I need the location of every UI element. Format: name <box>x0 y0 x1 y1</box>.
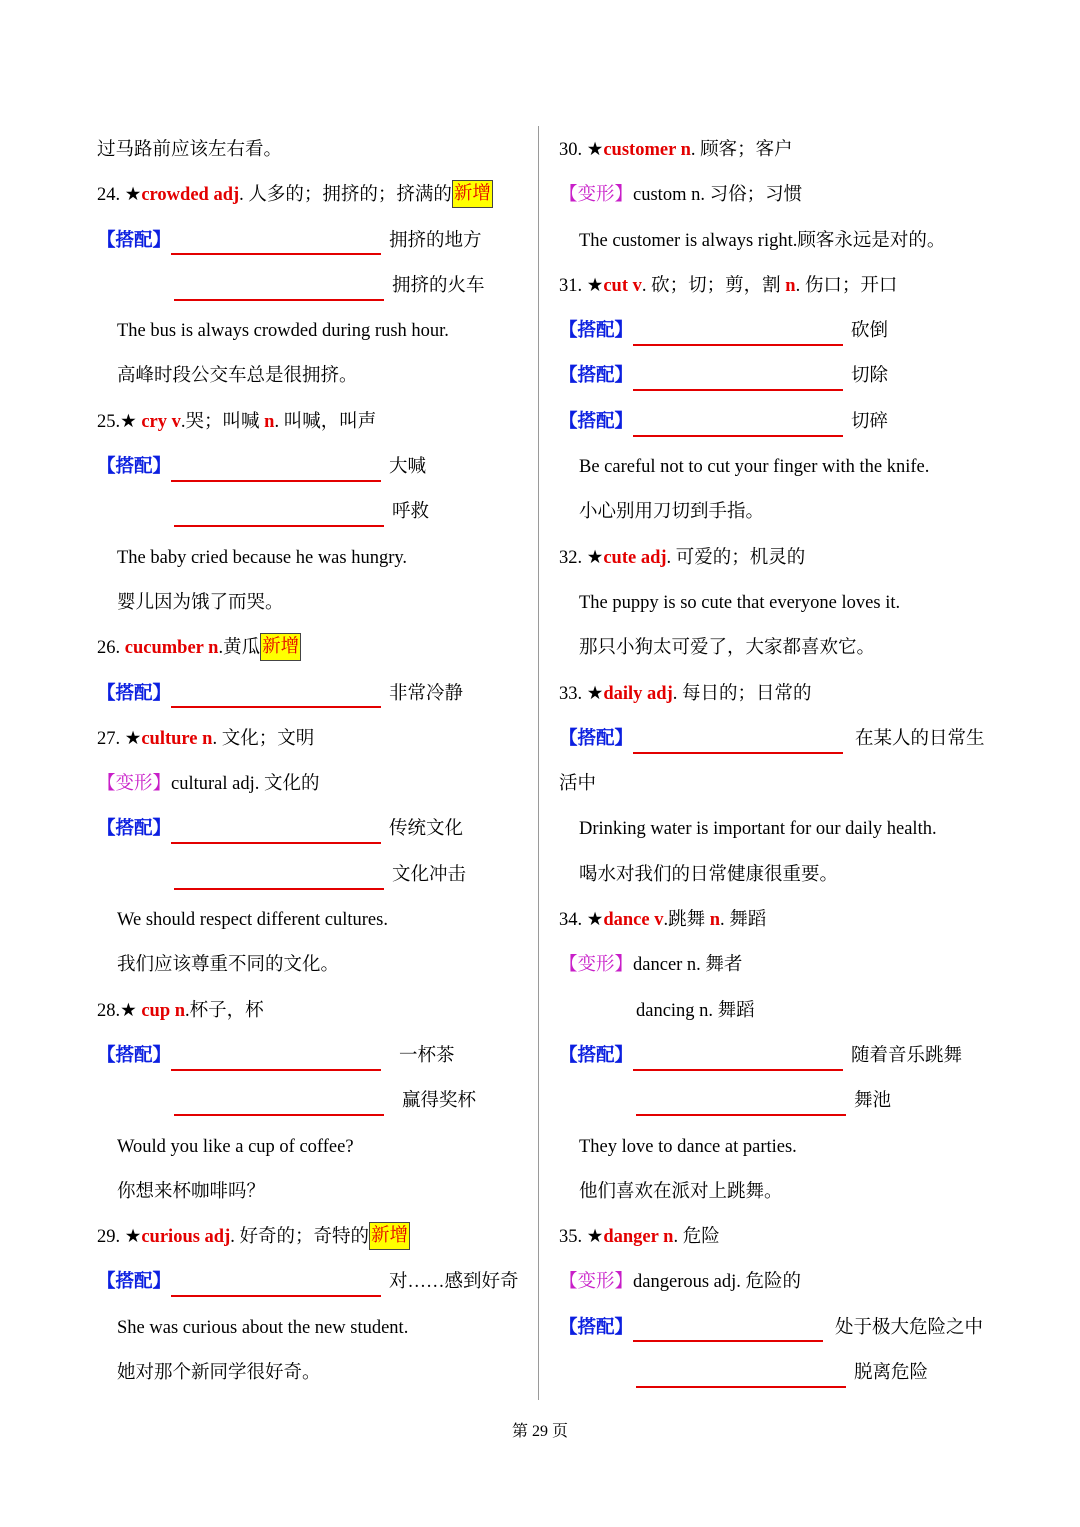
example-en: Be careful not to cut your finger with the knife. <box>579 457 930 478</box>
answer-blank[interactable] <box>636 1088 846 1116</box>
collocation-tag: 【搭配】 <box>559 728 634 749</box>
entry-cry: 25.★ cry v.哭；叫喊 n. 叫喊，叫声 <box>97 411 377 432</box>
entry-cucumber: 26. cucumber n.黄瓜 新增 <box>97 626 537 671</box>
headword: cucumber n <box>124 638 219 659</box>
answer-blank[interactable] <box>171 1269 381 1297</box>
headword: curious adj <box>141 1227 231 1248</box>
example-en: She was curious about the new student. <box>117 1317 409 1338</box>
collocation-tag: 【搭配】 <box>97 1045 172 1066</box>
entry-culture: 27. ★culture n. 文化；文明 <box>97 728 315 749</box>
collocation-tag: 【搭配】 <box>559 366 634 387</box>
collocation-tag: 【搭配】 <box>97 457 172 478</box>
answer-blank[interactable] <box>174 499 384 527</box>
answer-blank[interactable] <box>171 227 381 255</box>
answer-blank[interactable] <box>171 1043 381 1071</box>
answer-blank[interactable] <box>171 816 381 844</box>
collocation-row: 脱离危险 <box>559 1351 999 1396</box>
entry-cut: 31. ★cut v. 砍；切；剪，割 n. 伤口；开口 <box>559 275 898 296</box>
collocation-row: 舞池 <box>559 1079 999 1124</box>
page-number: 第 29 页 <box>511 1423 568 1440</box>
collocation-row: 【搭配】 切碎 <box>559 400 999 445</box>
collocation-row: 拥挤的火车 <box>97 264 537 309</box>
answer-blank[interactable] <box>174 862 384 890</box>
column-divider <box>538 126 539 1400</box>
headword: culture n <box>141 728 213 749</box>
collocation-row: 【搭配】 随着音乐跳舞 <box>559 1034 999 1079</box>
collocation-row: 【搭配】 处于极大危险之中 <box>559 1306 999 1351</box>
entry-danger: 35. ★danger n. 危险 <box>559 1227 720 1248</box>
entry-dance: 34. ★dance v.跳舞 n. 舞蹈 <box>559 910 767 931</box>
answer-blank[interactable] <box>636 1360 846 1388</box>
variant-row: 【变形】cultural adj. 文化的 <box>97 774 320 795</box>
example-en: We should respect different cultures. <box>117 910 388 931</box>
collocation-tag: 【搭配】 <box>559 1045 634 1066</box>
headword: cup n <box>141 1000 186 1021</box>
collocation-row: 【搭配】 拥挤的地方 <box>97 219 537 264</box>
headword: cute adj <box>603 547 667 568</box>
answer-blank[interactable] <box>633 726 843 754</box>
collocation-row: 【搭配】 切除 <box>559 354 999 399</box>
collocation-tag: 【搭配】 <box>97 1272 172 1293</box>
new-badge: 新增 <box>452 180 493 208</box>
entry-crowded: 24. ★crowded adj. 人多的；拥挤的；挤满的 新增 <box>97 173 537 218</box>
variant-row: 【变形】dangerous adj. 危险的 <box>559 1272 802 1293</box>
variant-tag: 【变形】 <box>559 185 634 206</box>
example-en: The bus is always crowded during rush hour. <box>117 321 449 342</box>
example-zh: 喝水对我们的日常健康很重要。 <box>579 864 839 885</box>
entry-cute: 32. ★cute adj. 可爱的；机灵的 <box>559 547 806 568</box>
answer-blank[interactable] <box>633 409 843 437</box>
answer-blank[interactable] <box>633 1043 843 1071</box>
entry-curious: 29. ★curious adj. 好奇的；奇特的 新增 <box>97 1215 537 1260</box>
example-en: They love to dance at parties. <box>579 1136 797 1157</box>
example-zh: 婴儿因为饿了而哭。 <box>117 592 284 613</box>
collocation-tag: 【搭配】 <box>559 321 634 342</box>
answer-blank[interactable] <box>174 273 384 301</box>
example-en: The puppy is so cute that everyone loves it. <box>579 592 901 613</box>
collocation-tag: 【搭配】 <box>97 819 172 840</box>
headword: daily adj <box>603 683 673 704</box>
headword: danger n <box>603 1227 674 1248</box>
new-badge: 新增 <box>260 633 301 661</box>
example-zh: 你想来杯咖啡吗？ <box>117 1181 266 1202</box>
entry-cup: 28.★ cup n.杯子，杯 <box>97 1000 264 1021</box>
example-en: Drinking water is important for our daily health. <box>579 819 937 840</box>
variant-tag: 【变形】 <box>559 1272 634 1293</box>
right-column <box>559 128 999 1396</box>
example-zh: 我们应该尊重不同的文化。 <box>117 955 340 976</box>
collocation-row: 【搭配】 非常冷静 <box>97 672 537 717</box>
answer-blank[interactable] <box>171 454 381 482</box>
new-badge: 新增 <box>369 1222 410 1250</box>
entry-customer: 30. ★customer n. 顾客；客户 <box>559 140 793 160</box>
collocation-row: 【搭配】 对……感到好奇 <box>97 1260 537 1305</box>
example-en: The baby cried because he was hungry. <box>117 547 408 568</box>
collocation-row: 【搭配】 传统文化 <box>97 807 537 852</box>
variant-tag: 【变形】 <box>559 955 634 976</box>
collocation-row: 【搭配】 一杯茶 <box>97 1034 537 1079</box>
collocation-tag: 【搭配】 <box>97 230 172 251</box>
answer-blank[interactable] <box>633 318 843 346</box>
variant-tag: 【变形】 <box>97 774 172 795</box>
example-zh: 高峰时段公交车总是很拥挤。 <box>117 366 358 387</box>
answer-blank[interactable] <box>633 363 843 391</box>
collocation-tag: 【搭配】 <box>559 411 634 432</box>
example-zh: 他们喜欢在派对上跳舞。 <box>579 1181 783 1202</box>
example-zh: 过马路前应该左右看。 <box>97 140 283 160</box>
variant-row: 【变形】custom n. 习俗；习惯 <box>559 185 803 206</box>
headword: customer n <box>603 140 691 160</box>
example-zh: 她对那个新同学很好奇。 <box>117 1363 321 1384</box>
collocation-tag: 【搭配】 <box>559 1317 634 1338</box>
example-en: The customer is always right.顾客永远是对的。 <box>579 230 946 251</box>
left-column <box>97 128 537 1396</box>
example-zh: 小心别用刀切到手指。 <box>579 502 765 523</box>
collocation-row: 【搭配】 砍倒 <box>559 309 999 354</box>
headword: cry v <box>141 411 181 432</box>
collocation-row: 赢得奖杯 <box>97 1079 537 1124</box>
entry-daily: 33. ★daily adj. 每日的；日常的 <box>559 683 812 704</box>
collocation-row: 文化冲击 <box>97 853 537 898</box>
answer-blank[interactable] <box>633 1314 823 1342</box>
collocation-row: 【搭配】 在某人的日常生 <box>559 717 999 762</box>
headword: cut v <box>603 275 642 296</box>
headword: crowded adj <box>141 185 240 206</box>
collocation-row: 【搭配】 大喊 <box>97 445 537 490</box>
collocation-continuation: 活中 <box>559 774 597 795</box>
collocation-tag: 【搭配】 <box>97 683 172 704</box>
example-zh: 那只小狗太可爱了，大家都喜欢它。 <box>579 638 876 659</box>
headword: dance v <box>603 910 664 931</box>
answer-blank[interactable] <box>171 680 381 708</box>
answer-blank[interactable] <box>174 1088 384 1116</box>
example-en: Would you like a cup of coffee? <box>117 1136 354 1157</box>
variant-row: 【变形】dancer n. 舞者 <box>559 955 743 976</box>
variant-row: dancing n. 舞蹈 <box>636 1000 755 1021</box>
collocation-row: 呼救 <box>97 490 537 535</box>
